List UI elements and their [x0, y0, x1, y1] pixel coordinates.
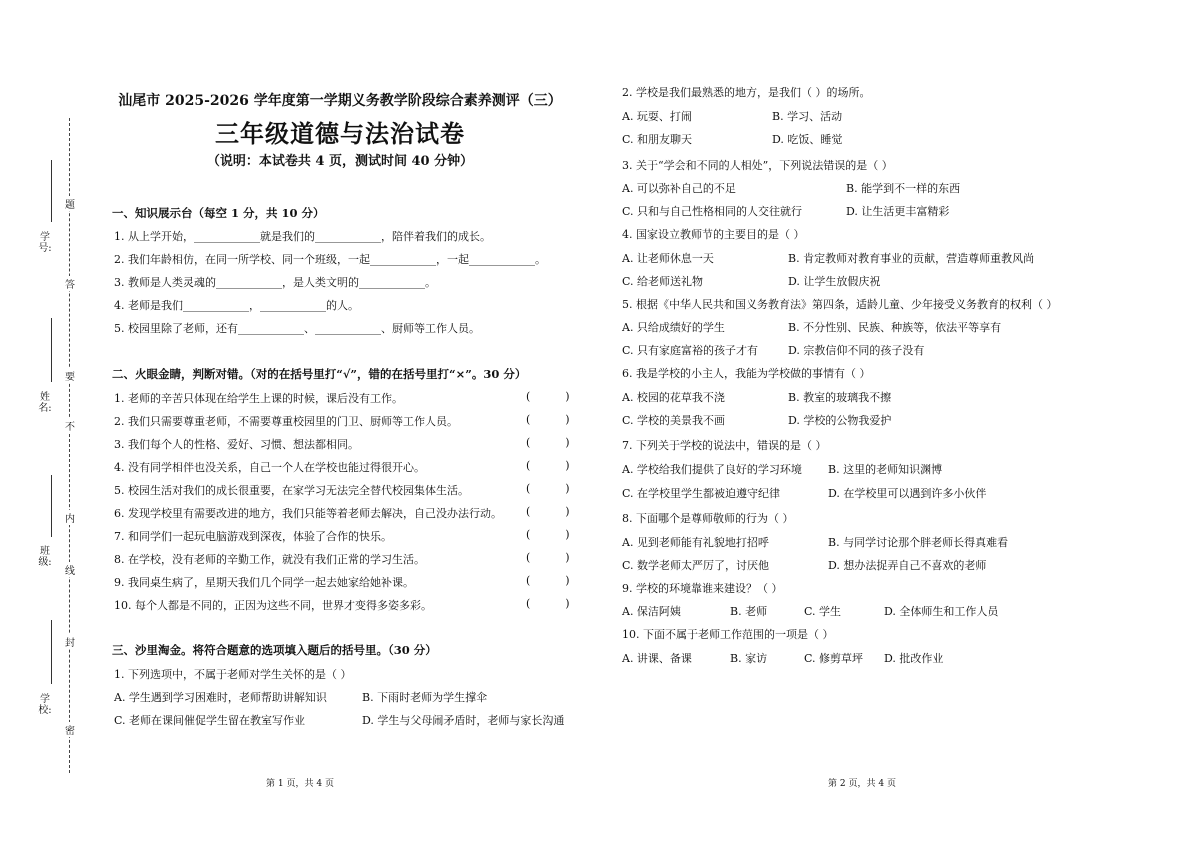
school-field[interactable]: [51, 620, 52, 684]
answer-parentheses[interactable]: ( ): [526, 551, 570, 564]
answer-parentheses[interactable]: ( ): [526, 482, 570, 495]
seal-char: 内: [64, 510, 76, 525]
fill-blank-question: 3. 教师是人类灵魂的____________，是人类文明的____________。: [114, 276, 436, 289]
answer-parentheses[interactable]: ( ): [526, 505, 570, 518]
choice-option-b[interactable]: B. 肯定教师对教育事业的贡献，营造尊师重教风尚: [788, 252, 1035, 265]
choice-option-a[interactable]: A. 只给成绩好的学生: [622, 321, 725, 334]
choice-question-stem: 2. 学校是我们最熟悉的地方，是我们（ ）的场所。: [622, 86, 871, 99]
choice-question-stem: 6. 我是学校的小主人，我能为学校做的事情有（ ）: [622, 367, 871, 380]
page-2: [600, 0, 1200, 849]
choice-option-c[interactable]: C. 数学老师太严厉了，讨厌他: [622, 559, 770, 572]
seal-char: 密: [64, 722, 76, 737]
choice-option-c[interactable]: C. 学校的美景我不画: [622, 414, 726, 427]
name-label: 姓 名:: [38, 392, 52, 414]
fill-blank-question: 1. 从上学开始，____________就是我们的____________，陪伴着我们的成长。: [114, 230, 491, 243]
choice-option-b[interactable]: B. 家访: [730, 652, 768, 665]
choice-option-c[interactable]: C. 学生: [804, 605, 842, 618]
choice-option-a[interactable]: A. 玩耍、打闹: [622, 110, 692, 123]
true-false-question: 4. 没有同学相伴也没关系，自己一个人在学校也能过得很开心。: [114, 461, 425, 474]
choice-option-d[interactable]: D. 学校的公物我爱护: [788, 414, 892, 427]
choice-question-stem: 4. 国家设立教师节的主要目的是（ ）: [622, 228, 805, 241]
choice-option-b[interactable]: B. 下雨时老师为学生撑伞: [362, 691, 488, 704]
fill-blank-question: 5. 校园里除了老师，还有____________、____________、厨师等工作人员。: [114, 322, 480, 335]
choice-option-d[interactable]: D. 在学校里可以遇到许多小伙伴: [828, 487, 987, 500]
choice-option-d[interactable]: D. 想办法捉弄自己不喜欢的老师: [828, 559, 987, 572]
true-false-question: 7. 和同学们一起玩电脑游戏到深夜，体验了合作的快乐。: [114, 530, 392, 543]
choice-option-a[interactable]: A. 保洁阿姨: [622, 605, 681, 618]
choice-option-b[interactable]: B. 老师: [730, 605, 768, 618]
choice-option-d[interactable]: D. 让学生放假庆祝: [788, 275, 881, 288]
name-field[interactable]: [51, 318, 52, 382]
true-false-question: 8. 在学校，没有老师的辛勤工作，就没有我们正常的学习生活。: [114, 553, 425, 566]
choice-question-stem: 1. 下列选项中，不属于老师对学生关怀的是（ ）: [114, 668, 352, 681]
student-no-field[interactable]: [51, 160, 52, 222]
choice-option-a[interactable]: A. 讲课、备课: [622, 652, 692, 665]
choice-option-d[interactable]: D. 批改作业: [884, 652, 944, 665]
choice-option-b[interactable]: B. 教室的玻璃我不擦: [788, 391, 892, 404]
choice-option-c[interactable]: C. 给老师送礼物: [622, 275, 704, 288]
seal-char: 线: [64, 562, 76, 577]
choice-option-d[interactable]: D. 吃饭、睡觉: [772, 133, 843, 146]
choice-option-a[interactable]: A. 学校给我们提供了良好的学习环境: [622, 463, 802, 476]
choice-option-c[interactable]: C. 只有家庭富裕的孩子才有: [622, 344, 759, 357]
choice-option-b[interactable]: B. 这里的老师知识渊博: [828, 463, 943, 476]
fill-blank-question: 2. 我们年龄相仿，在同一所学校、同一个班级，一起____________，一起____________。: [114, 253, 546, 266]
section-3-title: 三、沙里淘金。将符合题意的选项填入题后的括号里。（30 分）: [112, 643, 437, 657]
choice-option-a[interactable]: A. 学生遇到学习困难时，老师帮助讲解知识: [114, 691, 327, 704]
choice-question-stem: 8. 下面哪个是尊师敬师的行为（ ）: [622, 512, 794, 525]
answer-parentheses[interactable]: ( ): [526, 574, 570, 587]
choice-question-stem: 7. 下列关于学校的说法中，错误的是（ ）: [622, 439, 827, 452]
choice-option-d[interactable]: D. 学生与父母闹矛盾时，老师与家长沟通: [362, 714, 565, 727]
class-label: 班 级:: [38, 546, 52, 568]
seal-char: 封: [64, 634, 76, 649]
true-false-question: 3. 我们每个人的性格、爱好、习惯、想法都相同。: [114, 438, 359, 451]
answer-parentheses[interactable]: ( ): [526, 597, 570, 610]
choice-option-c[interactable]: C. 只和与自己性格相同的人交往就行: [622, 205, 803, 218]
choice-option-c[interactable]: C. 和朋友聊天: [622, 133, 693, 146]
choice-option-c[interactable]: C. 在学校里学生都被迫遵守纪律: [622, 487, 781, 500]
page-number: 第 1 页，共 4 页: [266, 779, 334, 789]
binding-dashed-line: [69, 118, 70, 773]
choice-option-b[interactable]: B. 与同学讨论那个胖老师长得真难看: [828, 536, 1009, 549]
exam-instructions: （说明：本试卷共 4 页，测试时间 40 分钟）: [206, 154, 474, 169]
answer-parentheses[interactable]: ( ): [526, 528, 570, 541]
fill-blank-question: 4. 老师是我们____________，____________的人。: [114, 299, 359, 312]
exam-series-title: 汕尾市 2025-2026 学年度第一学期义务教学阶段综合素养测评（三）: [118, 93, 562, 109]
choice-option-d[interactable]: D. 全体师生和工作人员: [884, 605, 999, 618]
section-1-title: 一、知识展示台（每空 1 分，共 10 分）: [112, 206, 325, 220]
school-label: 学 校:: [38, 694, 52, 716]
answer-parentheses[interactable]: ( ): [526, 436, 570, 449]
choice-question-stem: 9. 学校的环境靠谁来建设？（ ）: [622, 582, 783, 595]
choice-option-b[interactable]: B. 能学到不一样的东西: [846, 182, 961, 195]
choice-option-c[interactable]: C. 修剪草坪: [804, 652, 864, 665]
choice-option-c[interactable]: C. 老师在课间催促学生留在教室写作业: [114, 714, 306, 727]
student-no-label: 学 号:: [38, 232, 52, 254]
seal-char: 答: [64, 276, 76, 291]
choice-option-d[interactable]: D. 宗教信仰不同的孩子没有: [788, 344, 925, 357]
choice-question-stem: 10. 下面不属于老师工作范围的一项是（ ）: [622, 628, 834, 641]
seal-char: 题: [64, 196, 76, 211]
true-false-question: 2. 我们只需要尊重老师，不需要尊重校园里的门卫、厨师等工作人员。: [114, 415, 458, 428]
page-title: 三年级道德与法治试卷: [215, 119, 465, 148]
true-false-question: 5. 校园生活对我们的成长很重要，在家学习无法完全替代校园集体生活。: [114, 484, 469, 497]
true-false-question: 6. 发现学校里有需要改进的地方，我们只能等着老师去解决，自己没办法行动。: [114, 507, 502, 520]
choice-option-a[interactable]: A. 见到老师能有礼貌地打招呼: [622, 536, 769, 549]
choice-option-a[interactable]: A. 让老师休息一天: [622, 252, 714, 265]
answer-parentheses[interactable]: ( ): [526, 390, 570, 403]
choice-question-stem: 3. 关于“学会和不同的人相处”，下列说法错误的是（ ）: [622, 159, 893, 172]
choice-option-b[interactable]: B. 学习、活动: [772, 110, 843, 123]
page-number: 第 2 页，共 4 页: [828, 779, 896, 789]
choice-question-stem: 5. 根据《中华人民共和国义务教育法》第四条，适龄儿童、少年接受义务教育的权利（ ）: [622, 298, 1058, 311]
choice-option-a[interactable]: A. 可以弥补自己的不足: [622, 182, 736, 195]
choice-option-d[interactable]: D. 让生活更丰富精彩: [846, 205, 950, 218]
true-false-question: 1. 老师的辛苦只体现在给学生上课的时候，课后没有工作。: [114, 392, 403, 405]
answer-parentheses[interactable]: ( ): [526, 459, 570, 472]
seal-char: 不: [64, 418, 76, 433]
answer-parentheses[interactable]: ( ): [526, 413, 570, 426]
true-false-question: 9. 我同桌生病了，星期天我们几个同学一起去她家给她补课。: [114, 576, 414, 589]
choice-option-b[interactable]: B. 不分性别、民族、种族等，依法平等享有: [788, 321, 1002, 334]
class-field[interactable]: [51, 475, 52, 537]
choice-option-a[interactable]: A. 校园的花草我不浇: [622, 391, 725, 404]
seal-char: 要: [64, 368, 76, 383]
section-2-title: 二、火眼金睛，判断对错。（对的在括号里打“√”，错的在括号里打“×”。30 分）: [112, 367, 527, 381]
true-false-question: 10. 每个人都是不同的，正因为这些不同，世界才变得多姿多彩。: [114, 599, 432, 612]
